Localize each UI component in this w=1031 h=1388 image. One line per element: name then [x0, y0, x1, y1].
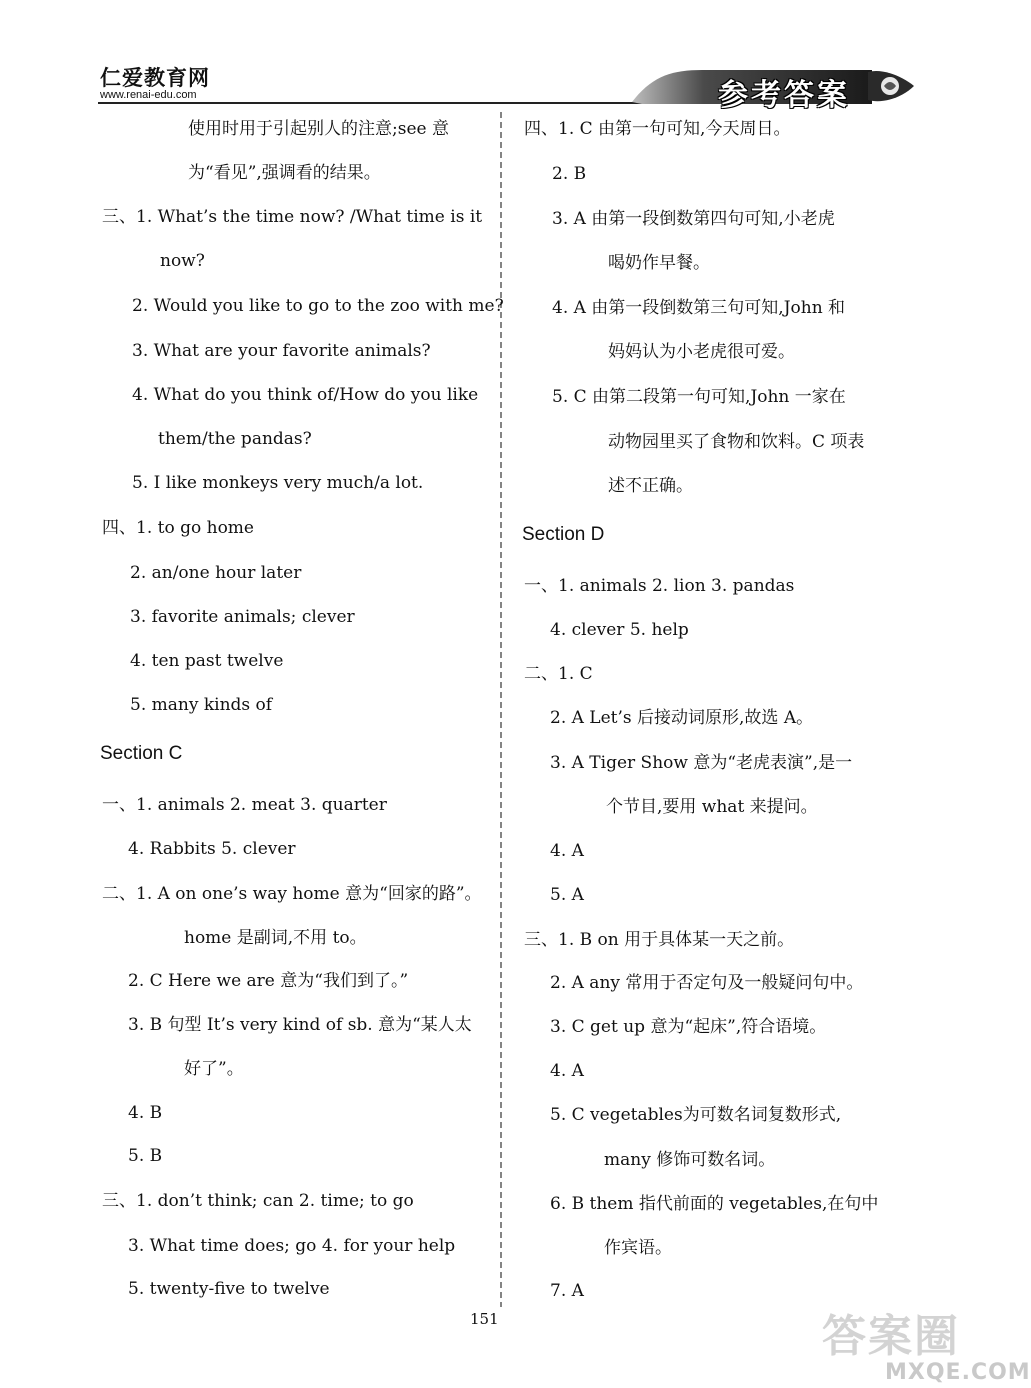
- answer-line: 5. many kinds of: [130, 695, 273, 715]
- answer-line: 3. favorite animals; clever: [130, 607, 355, 627]
- answer-line: 一、1. animals 2. lion 3. pandas: [524, 576, 795, 596]
- answer-line: 4. clever 5. help: [550, 620, 689, 640]
- answer-line: 3. C get up 意为“起床”,符合语境。: [550, 1017, 827, 1037]
- answer-line: 4. Rabbits 5. clever: [128, 839, 296, 859]
- answer-line: 一、1. animals 2. meat 3. quarter: [102, 795, 387, 815]
- answer-line: 5. B: [128, 1146, 163, 1166]
- watermark-url: MXQE.COM: [885, 1360, 1031, 1385]
- text-line: 使用时用于引起别人的注意;see 意: [188, 119, 449, 139]
- answer-line: 述不正确。: [608, 476, 693, 496]
- answer-line: 动物园里买了食物和饮料。C 项表: [608, 432, 865, 452]
- answer-line: 四、1. to go home: [102, 518, 254, 538]
- answer-line: 3. What are your favorite animals?: [132, 341, 431, 361]
- answer-line: 3. A 由第一段倒数第四句可知,小老虎: [552, 209, 835, 229]
- watermark-text: 答案圈: [822, 1311, 960, 1362]
- brand-url: www.renai-edu.com: [100, 89, 197, 101]
- answer-line: 2. A any 常用于否定句及一般疑问句中。: [550, 973, 864, 993]
- answer-line: 5. twenty-five to twelve: [128, 1279, 330, 1299]
- answer-line: 妈妈认为小老虎很可爱。: [608, 342, 795, 362]
- page-number: 151: [470, 1310, 499, 1328]
- page-header: [0, 0, 1000, 115]
- answer-line: 四、1. C 由第一句可知,今天周日。: [524, 119, 791, 139]
- header-rule: [98, 102, 658, 104]
- answer-line: 个节目,要用 what 来提问。: [606, 797, 818, 817]
- answer-line: 3. B 句型 It’s very kind of sb. 意为“某人太: [128, 1015, 472, 1035]
- answer-line: 5. A: [550, 885, 584, 905]
- answer-line: 4. ten past twelve: [130, 651, 284, 671]
- answer-line: 三、1. What’s the time now? /What time is it: [102, 207, 483, 227]
- answer-line: 5. C vegetables为可数名词复数形式,: [550, 1105, 842, 1125]
- answer-line: 三、1. B on 用于具体某一天之前。: [524, 930, 795, 950]
- answer-line: 4. A: [550, 841, 584, 861]
- answer-line: now?: [160, 251, 205, 271]
- answer-line: 好了”。: [184, 1059, 244, 1079]
- brand-name: 仁爱教育网: [100, 66, 210, 90]
- answer-line: 4. A: [550, 1061, 584, 1081]
- text-line: 为“看见”,强调看的结果。: [188, 163, 381, 183]
- answer-line: them/the pandas?: [158, 429, 312, 449]
- answer-line: 喝奶作早餐。: [608, 253, 710, 273]
- banner-title: 参考答案: [718, 78, 850, 113]
- answer-line: 4. A 由第一段倒数第三句可知,John 和: [552, 298, 846, 318]
- section-heading: Section D: [522, 524, 605, 545]
- answer-line: 2. C Here we are 意为“我们到了。”: [128, 971, 409, 991]
- answer-line: 6. B them 指代前面的 vegetables,在句中: [550, 1194, 879, 1214]
- answer-line: 二、1. A on one’s way home 意为“回家的路”。: [102, 884, 482, 904]
- answer-line: 7. A: [550, 1281, 584, 1301]
- answer-line: 5. C 由第二段第一句可知,John 一家在: [552, 387, 846, 407]
- answer-line: 2. A Let’s 后接动词原形,故选 A。: [550, 708, 814, 728]
- answer-line: 2. an/one hour later: [130, 563, 302, 583]
- answer-line: 3. A Tiger Show 意为“老虎表演”,是一: [550, 753, 853, 773]
- answer-line: many 修饰可数名词。: [604, 1150, 776, 1170]
- answer-line: 三、1. don’t think; can 2. time; to go: [102, 1191, 414, 1211]
- answer-line: home 是副词,不用 to。: [184, 928, 367, 948]
- answer-line: 2. Would you like to go to the zoo with me?: [132, 296, 504, 316]
- answer-line: 4. B: [128, 1103, 163, 1123]
- answer-line: 作宾语。: [604, 1238, 672, 1258]
- answer-line: 5. I like monkeys very much/a lot.: [132, 473, 424, 493]
- section-heading: Section C: [100, 743, 183, 764]
- answer-line: 二、1. C: [524, 664, 593, 684]
- column-divider: [497, 112, 505, 1307]
- answer-line: 3. What time does; go 4. for your help: [128, 1236, 456, 1256]
- answer-line: 4. What do you think of/How do you like: [132, 385, 479, 405]
- answer-line: 2. B: [552, 164, 587, 184]
